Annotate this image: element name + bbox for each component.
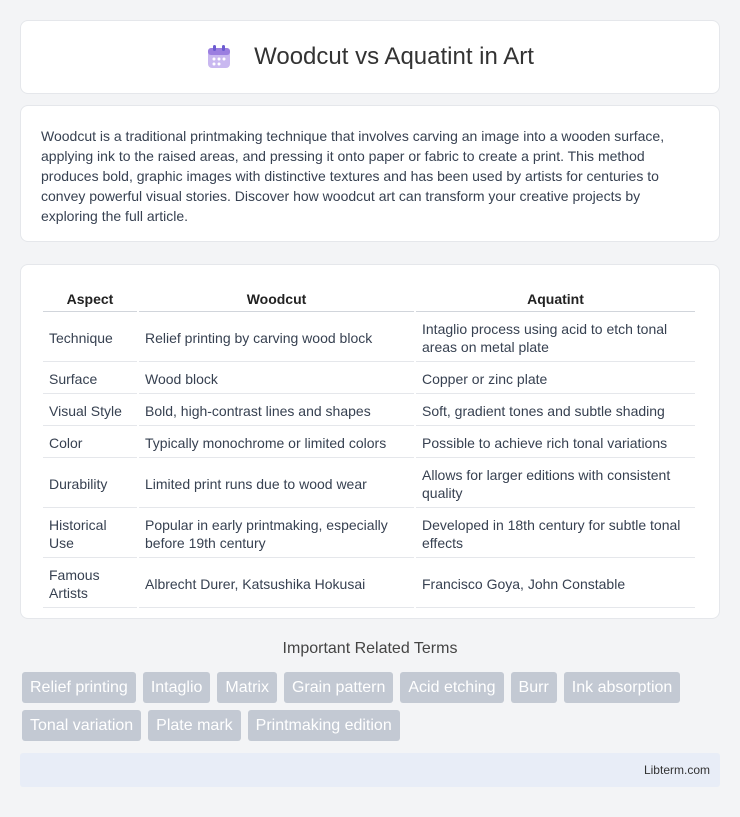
cell-aquatint: Intaglio process using acid to etch tonal areas on metal plate (416, 314, 695, 362)
cell-aquatint: Developed in 18th century for subtle tonal effects (416, 510, 695, 558)
cell-aquatint: Allows for larger editions with consistent quality (416, 460, 695, 508)
cell-aspect: Color (43, 428, 137, 458)
cell-woodcut: Popular in early printmaking, especially before 19th century (139, 510, 414, 558)
table-row (43, 364, 695, 394)
footer-link[interactable]: Libterm.com (643, 763, 710, 777)
cell-aspect: Famous Artists (43, 560, 137, 608)
comparison-card (20, 264, 720, 619)
table-row (43, 314, 695, 362)
table-row (43, 560, 695, 608)
page-title: Woodcut vs Aquatint in Art (254, 43, 534, 70)
title-card (20, 20, 720, 94)
cell-woodcut: Albrecht Durer, Katsushika Hokusai (139, 560, 414, 608)
cell-aquatint: Copper or zinc plate (416, 364, 695, 394)
intro-text: Woodcut is a traditional printmaking technique that involves carving an image into a wooden surface, applying ink to the raised areas, and pressing it onto paper or fabric to create a print. This method produces bold, graphic images with distinctive textures and has been used by artists for centuries to convey powerful visual stories. Discover how woodcut art can transform your creative projects by exploring the full article. (41, 128, 665, 224)
tag-burr[interactable]: Burr (511, 672, 557, 703)
cell-aspect: Visual Style (43, 396, 137, 426)
cell-woodcut: Typically monochrome or limited colors (139, 428, 414, 458)
table-row (43, 510, 695, 558)
cell-woodcut: Relief printing by carving wood block (139, 314, 414, 362)
cell-woodcut: Wood block (139, 364, 414, 394)
cell-aquatint: Soft, gradient tones and subtle shading (416, 396, 695, 426)
header-woodcut: Woodcut (139, 287, 414, 312)
tag-grain-pattern[interactable]: Grain pattern (284, 672, 393, 703)
tag-relief-printing[interactable]: Relief printing (22, 672, 136, 703)
cell-woodcut: Bold, high-contrast lines and shapes (139, 396, 414, 426)
calendar-icon (206, 44, 232, 70)
tag-plate-mark[interactable]: Plate mark (148, 710, 240, 741)
footer (20, 753, 720, 787)
table-header-row (43, 287, 695, 312)
table-row (43, 428, 695, 458)
tag-printmaking-edition[interactable]: Printmaking edition (248, 710, 400, 741)
header-aspect: Aspect (43, 287, 137, 312)
tag-intaglio[interactable]: Intaglio (143, 672, 211, 703)
tag-tonal-variation[interactable]: Tonal variation (22, 710, 141, 741)
intro-card (20, 105, 720, 242)
cell-woodcut: Limited print runs due to wood wear (139, 460, 414, 508)
cell-aspect: Historical Use (43, 510, 137, 558)
tag-ink-absorption[interactable]: Ink absorption (564, 672, 681, 703)
related-terms-title: Important Related Terms (282, 640, 458, 657)
header-aquatint: Aquatint (416, 287, 695, 312)
cell-aquatint: Francisco Goya, John Constable (416, 560, 695, 608)
cell-aquatint: Possible to achieve rich tonal variations (416, 428, 695, 458)
related-terms-tags (22, 672, 722, 741)
comparison-table (41, 285, 697, 610)
table-row (43, 460, 695, 508)
tag-acid-etching[interactable]: Acid etching (400, 672, 503, 703)
table-row (43, 396, 695, 426)
cell-aspect: Surface (43, 364, 137, 394)
tag-matrix[interactable]: Matrix (217, 672, 277, 703)
cell-aspect: Technique (43, 314, 137, 362)
cell-aspect: Durability (43, 460, 137, 508)
